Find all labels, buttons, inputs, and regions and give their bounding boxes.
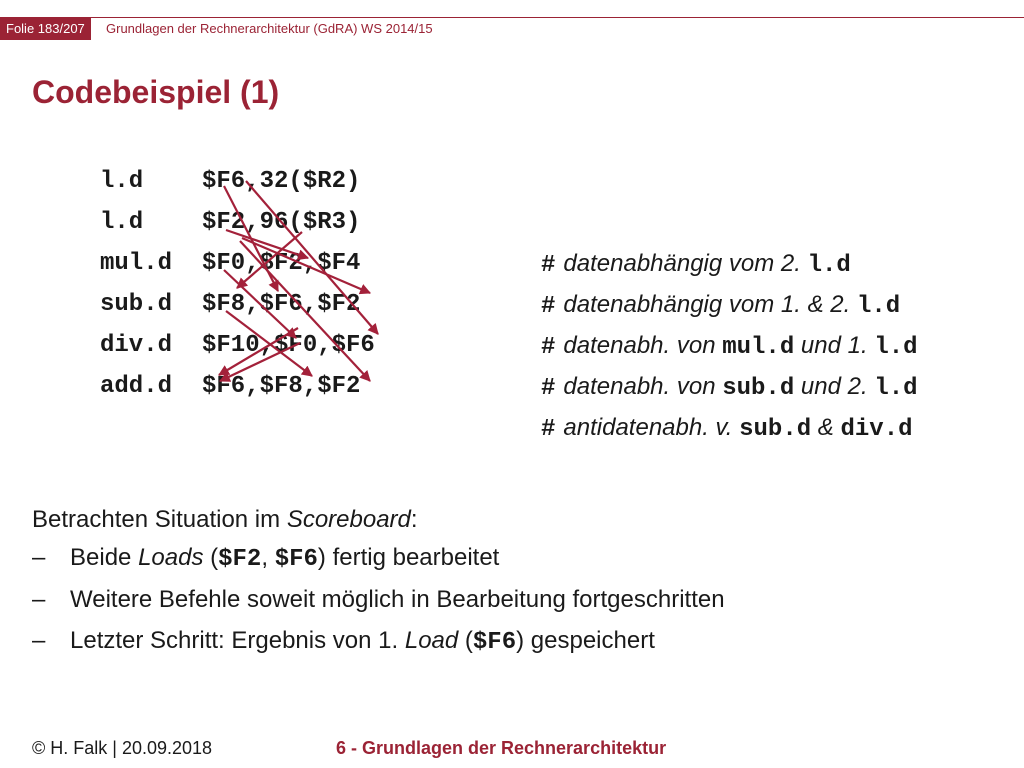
comment-text: datenabhängig vom 2. — [563, 250, 801, 277]
dep-arrow — [220, 343, 300, 381]
code-op: l.d — [100, 168, 144, 195]
comment-code: div.d — [840, 416, 913, 443]
situation-prefix: Betrachten Situation im — [32, 506, 281, 533]
comment-code: sub.d — [722, 375, 795, 402]
bullet-text: ( — [464, 627, 473, 654]
comment-code: mul.d — [722, 334, 795, 361]
slide-number: Folie 183/207 — [0, 18, 91, 40]
bullet-text: Weitere Befehle soweit möglich in Bearbeitung fortgeschritten — [70, 586, 725, 613]
bullet-dash: – — [32, 627, 46, 654]
code-op: sub.d — [100, 291, 173, 318]
bullet-code: $F6 — [472, 629, 517, 656]
comment-text: datenabh. von — [563, 332, 716, 359]
bullet-text: ) gespeichert — [516, 627, 655, 654]
code-op: div.d — [100, 332, 173, 359]
code-args: $F6,32($R2) — [202, 168, 361, 195]
dep-arrow — [240, 241, 370, 381]
bullet-dash: – — [32, 586, 46, 613]
code-args: $F8,$F6,$F2 — [202, 291, 361, 318]
bullet-text: , — [261, 544, 269, 571]
bullet-code: $F2 — [218, 546, 262, 573]
comment-hash: # — [541, 416, 556, 443]
bullet-text: ) fertig bearbeitet — [317, 544, 500, 571]
comment-hash: # — [541, 375, 556, 402]
situation-text — [32, 503, 418, 537]
comment-hash: # — [541, 293, 556, 320]
comment-hash: # — [541, 334, 556, 361]
code-args: $F2,96($R3) — [202, 209, 361, 236]
bullet-1 — [32, 541, 499, 575]
comment-code: l.d — [856, 293, 901, 320]
comment-text: datenabhängig vom 1. & 2. — [563, 291, 851, 318]
comment-code: l.d — [874, 334, 918, 361]
code-args: $F10,$F0,$F6 — [202, 332, 375, 359]
code-op: l.d — [100, 209, 144, 236]
comment-hash: # — [541, 252, 556, 279]
comment-text: datenabh. von — [563, 373, 716, 400]
bullet-2 — [32, 583, 725, 617]
dep-arrow — [246, 181, 378, 334]
bullet-text: ( — [210, 544, 219, 571]
footer-chapter: 6 - Grundlagen der Rechnerarchitektur — [336, 738, 667, 758]
bullet-text: Beide — [70, 544, 132, 571]
bullet-text: Letzter Schritt: Ergebnis von 1. — [70, 627, 399, 654]
course-title: Grundlagen der Rechnerarchitektur (GdRA) WS 2014/15 — [106, 21, 433, 36]
dep-arrow — [226, 230, 308, 258]
bullet-emphasis: Loads — [138, 544, 204, 571]
code-args: $F6,$F8,$F2 — [202, 373, 361, 400]
comment-code: l.d — [807, 252, 851, 279]
comment-text: antidatenabh. v. — [563, 414, 733, 441]
comment-text: & — [817, 414, 834, 441]
bullet-3 — [32, 624, 655, 658]
situation-emphasis: Scoreboard — [286, 506, 411, 533]
code-op: add.d — [100, 373, 173, 400]
comment-code: sub.d — [739, 416, 812, 443]
bullet-dash: – — [32, 544, 46, 571]
comment-text: und 2. — [800, 373, 868, 400]
footer-author: © H. Falk | 20.09.2018 — [32, 738, 213, 758]
situation-suffix: : — [410, 506, 418, 533]
code-args: $F0,$F2,$F4 — [202, 250, 361, 277]
dep-arrow — [224, 270, 296, 338]
comment-text: und 1. — [800, 332, 868, 359]
bullet-emphasis: Load — [404, 627, 459, 654]
code-op: mul.d — [100, 250, 173, 277]
slide-title: Codebeispiel (1) — [32, 74, 280, 110]
dep-arrow — [242, 238, 370, 293]
bullet-code: $F6 — [274, 546, 318, 573]
comment-code: l.d — [874, 375, 918, 402]
